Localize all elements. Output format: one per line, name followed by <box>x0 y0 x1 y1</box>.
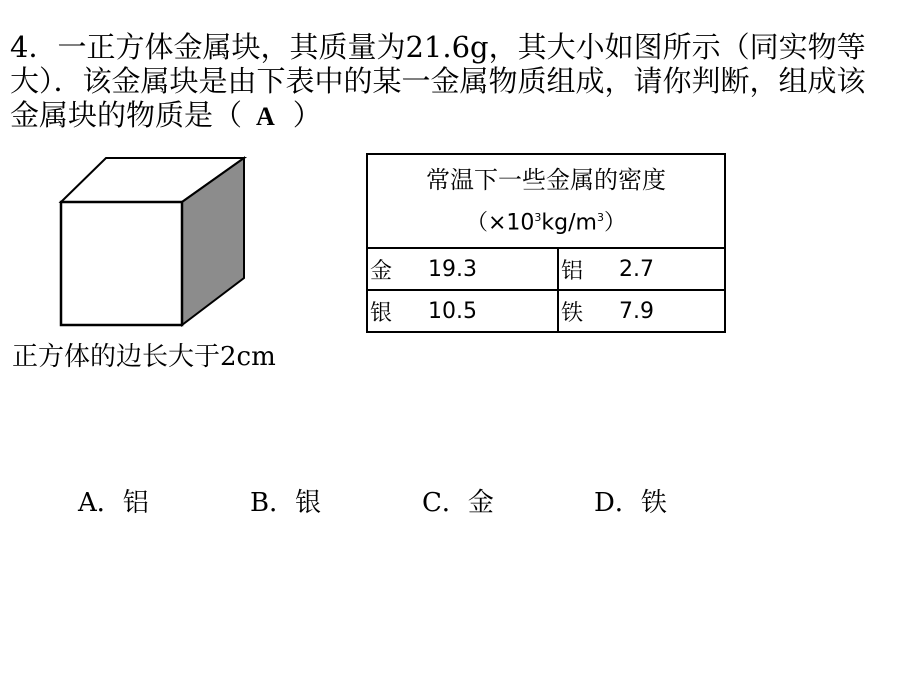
answer-mark: A <box>256 102 275 131</box>
option-b[interactable]: B．银 <box>250 488 322 518</box>
table-cell: 铁 7.9 <box>558 290 725 332</box>
table-cell: 金 19.3 <box>367 248 558 290</box>
cube-figure <box>58 155 248 330</box>
figure-caption: 正方体的边长大于2cm <box>12 342 276 372</box>
question-stem-end: ） <box>292 98 322 132</box>
option-d[interactable]: D．铁 <box>594 488 667 518</box>
table-title: 常温下一些金属的密度 <box>426 166 666 195</box>
table-cell: 银 10.5 <box>367 290 558 332</box>
density-table-header <box>367 154 725 248</box>
table-unit: $(\times 10^3kg/m^3)$ <box>465 210 626 236</box>
question-stem: 4．一正方体金属块，其质量为21.6g，其大小如图所示（同实物等大）．该金属块是由下表中的某一金属物质组成，请你判断，组成该金属块的物质是（ <box>10 30 866 132</box>
table-row <box>367 248 725 290</box>
question-text <box>10 30 890 134</box>
density-table <box>366 153 726 333</box>
table-cell: 铝 2.7 <box>558 248 725 290</box>
option-c[interactable]: C．金 <box>422 488 494 518</box>
cube-front-face <box>61 202 182 325</box>
table-row <box>367 290 725 332</box>
option-a[interactable]: A．铝 <box>78 488 149 518</box>
